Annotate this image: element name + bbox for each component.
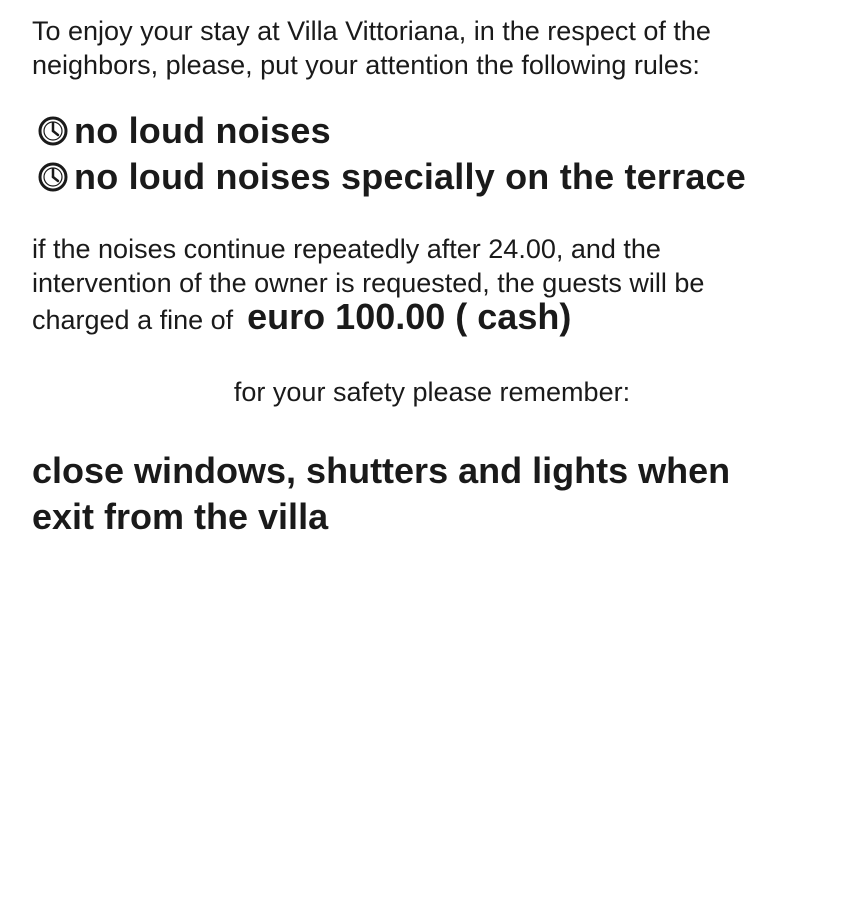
fine-line-1: if the noises continue repeatedly after 24.00, and the: [32, 234, 661, 264]
rule-item: [38, 154, 832, 200]
fine-amount: euro 100.00 ( cash): [247, 296, 572, 337]
safety-note: close windows, shutters and lights when exit from the villa: [32, 450, 731, 537]
house-rules-document: [32, 14, 832, 540]
rule-item: [38, 108, 832, 154]
fine-line-3: charged a fine of: [32, 305, 234, 335]
clock-icon: [38, 162, 68, 192]
intro-paragraph: To enjoy your stay at Villa Vittoriana, in the respect of the neighbors, please, put your attention the following rules:: [32, 16, 711, 80]
fine-paragraph: [32, 232, 832, 337]
clock-icon: [38, 116, 68, 146]
rule-text: no loud noises specially on the terrace: [74, 156, 746, 197]
rule-text: no loud noises: [74, 110, 331, 151]
fine-line-2: intervention of the owner is requested, the guests will be: [32, 268, 705, 298]
safety-heading: for your safety please remember:: [233, 377, 631, 407]
rules-list: [32, 108, 832, 200]
